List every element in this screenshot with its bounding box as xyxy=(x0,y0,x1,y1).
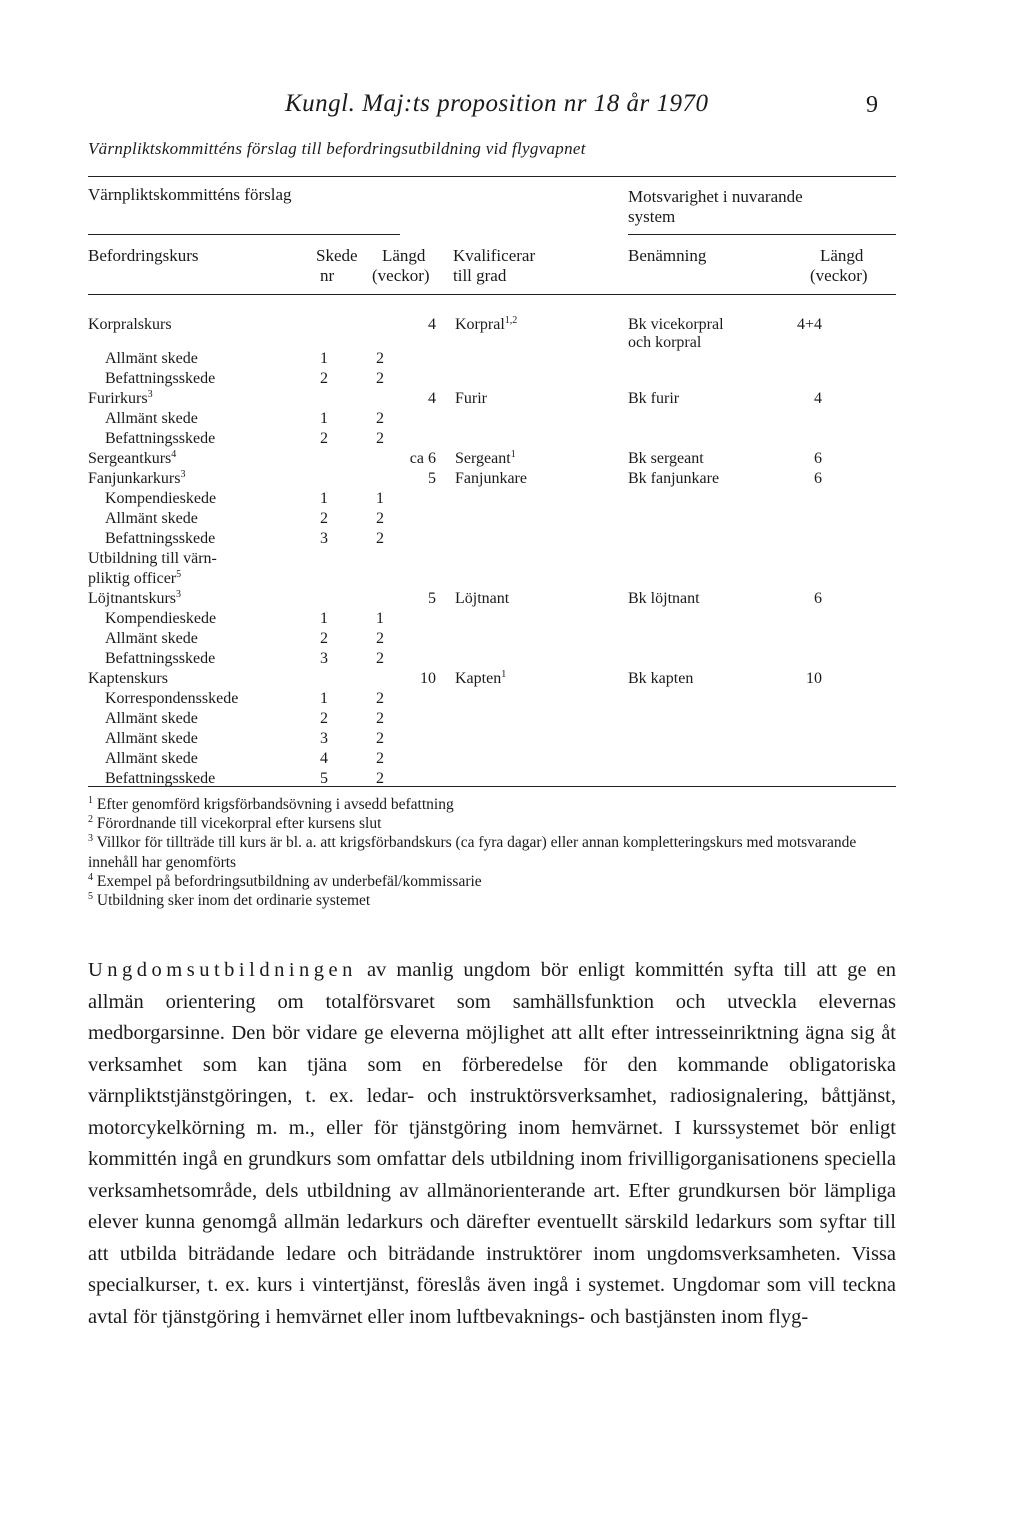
footnote-text: Efter genomförd krigsförbandsövning i avsedd befattning xyxy=(96,796,454,813)
table-row xyxy=(0,509,1024,529)
footnote-number: 2 xyxy=(88,814,93,826)
course-name: Fanjunkarkurs xyxy=(88,470,181,487)
col-header-langd2: Längd xyxy=(820,246,864,265)
cell-befordringskurs xyxy=(88,549,217,569)
cell-kval-langd: 5 xyxy=(428,470,436,487)
page-number: 9 xyxy=(866,92,878,118)
cell-kval-langd: 10 xyxy=(420,670,436,687)
course-name: Sergeantkurs xyxy=(88,450,172,467)
cell-befordringskurs xyxy=(88,449,176,469)
footnotes xyxy=(88,795,896,910)
course-name: Allmänt skede xyxy=(105,410,198,427)
footnote-text: Utbildning sker inom det ordinarie systemet xyxy=(96,892,371,910)
table-row xyxy=(0,669,1024,689)
cell-kvalificerar xyxy=(455,469,527,489)
col-header-skede: Skede xyxy=(316,246,358,265)
col-header-langd-unit: (veckor) xyxy=(372,266,430,285)
footnote xyxy=(88,833,896,871)
cell-benamning: Bk sergeant xyxy=(628,450,704,467)
course-name: Allmänt skede xyxy=(105,710,198,727)
table-row xyxy=(0,609,1024,629)
footnote-ref: 1,2 xyxy=(504,315,518,326)
course-name: Kompendieskede xyxy=(105,610,217,627)
cell-langd: 1 xyxy=(376,610,384,627)
table-row xyxy=(0,489,1024,509)
cell-langd: 2 xyxy=(376,410,384,427)
col-header-kvalificerar: Kvalificerar xyxy=(453,246,536,265)
cell-langd: 2 xyxy=(376,770,384,787)
cell-langd: 2 xyxy=(376,530,384,547)
table-row xyxy=(0,569,1024,589)
course-name: Befattningsskede xyxy=(105,530,216,547)
grade-name: Furir xyxy=(455,390,487,407)
table-row xyxy=(0,689,1024,709)
table-row xyxy=(0,369,1024,389)
cell-befordringskurs xyxy=(88,569,181,589)
cell-kval-langd: ca 6 xyxy=(409,450,436,467)
course-name: Allmänt skede xyxy=(105,510,198,527)
cell-skede-nr: 1 xyxy=(320,490,328,507)
cell-langd: 2 xyxy=(376,650,384,667)
header-bottom-rule xyxy=(88,294,896,295)
cell-befordringskurs xyxy=(105,609,216,629)
course-name: Befattningsskede xyxy=(105,430,216,447)
cell-langd-nuvarande: 6 xyxy=(814,470,822,487)
col-header-langd: Längd xyxy=(382,246,426,265)
cell-langd-nuvarande: 6 xyxy=(814,590,822,607)
cell-skede-nr: 3 xyxy=(320,530,328,547)
cell-kval-langd: 5 xyxy=(428,590,436,607)
cell-befordringskurs xyxy=(105,629,198,649)
cell-befordringskurs xyxy=(88,469,185,489)
table-bottom-rule xyxy=(88,786,896,787)
cell-befordringskurs xyxy=(105,489,216,509)
footnote xyxy=(88,795,896,814)
footnote xyxy=(88,872,896,891)
footnote-text: Exempel på befordringsutbildning av underbefäl/kommissarie xyxy=(96,872,482,890)
footnote-text: Villkor för tillträde till kurs är bl. a. att krigsförbandskurs (ca fyra dagar) eller annan kompletteringskurs med motsvarande innehåll har genomförts xyxy=(88,834,857,871)
cell-langd: 2 xyxy=(376,370,384,387)
cell-langd: 2 xyxy=(376,430,384,447)
cell-kvalificerar xyxy=(455,315,517,335)
body-text: av manlig ungdom bör enligt kommittén syfta till att ge en allmän orientering om totalförsvaret som samhällsfunktion och utveckla elevernas medborgarsinne. Den bör vidare ge eleverna möjlighet att allt efter intresseinriktning ägna sig åt verksamhet som kan tjäna som en förberedelse för den kommande obligatoriska värnpliktstjänstgöringen, t. ex. ledar- och instruktörsverksamhet, radiosignalering, båttjänst, motorcykelkörning m. m., eller för tjänstgöring inom hemvärnet. I kurssystemet bör enligt kommittén ingå en grundkurs som omfattar dels utbildning inom frivilligorganisationens speciella verksamhetsområde, dels utbildning av allmänorienterande art. Efter grundkursen bör lämpliga elever kunna genomgå allmän ledarkurs och därefter eventuellt särskild ledarkurs som syftar till att utbilda biträdande ledare och biträdande instruktörer inom ungdomsverksamheten. Vissa specialkurser, t. ex. kurs i vintertjänst, föreslås även ingå i systemet. Ungdomar som vill teckna avtal för tjänstgöring i hemvärnet eller inom luftbevaknings- och bastjänsten inom flyg- xyxy=(88,959,896,1328)
cell-befordringskurs xyxy=(105,649,215,669)
cell-kvalificerar xyxy=(455,669,506,689)
footnote-ref: 5 xyxy=(176,569,182,580)
header-group-left-rule xyxy=(88,234,400,235)
body-lead-term: Ungdomsutbildningen xyxy=(88,959,357,981)
table-row xyxy=(0,469,1024,489)
course-name: Allmänt skede xyxy=(105,750,198,767)
footnote-ref: 4 xyxy=(171,449,177,460)
cell-skede-nr: 5 xyxy=(320,770,328,787)
running-head: Kungl. Maj:ts proposition nr 18 år 1970 xyxy=(285,90,709,117)
cell-befordringskurs xyxy=(105,729,198,749)
table-row xyxy=(0,749,1024,769)
grade-name: Kapten xyxy=(455,670,502,687)
cell-befordringskurs xyxy=(88,589,181,609)
cell-skede-nr: 1 xyxy=(320,410,328,427)
cell-skede-nr: 3 xyxy=(320,650,328,667)
cell-befordringskurs xyxy=(105,689,238,709)
table-row xyxy=(0,349,1024,369)
footnote-number: 3 xyxy=(88,833,93,845)
cell-kvalificerar xyxy=(455,389,487,409)
course-name: Befattningsskede xyxy=(105,650,216,667)
footnote-number: 4 xyxy=(88,871,93,883)
footnote-number: 1 xyxy=(88,795,93,806)
course-name: Utbildning till värn- xyxy=(88,550,217,567)
footnote-ref: 1 xyxy=(501,669,507,680)
col-header-langd2-unit: (veckor) xyxy=(810,266,868,285)
cell-befordringskurs xyxy=(105,409,198,429)
table-row xyxy=(0,315,1024,351)
cell-befordringskurs xyxy=(105,529,215,549)
footnote-ref: 3 xyxy=(180,469,186,480)
course-name: Löjtnantskurs xyxy=(88,590,176,607)
grade-name: Fanjunkare xyxy=(455,470,527,487)
course-name: Befattningsskede xyxy=(105,370,216,387)
cell-befordringskurs xyxy=(88,389,153,409)
table-row xyxy=(0,589,1024,609)
body-paragraph xyxy=(88,955,896,1333)
cell-skede-nr: 3 xyxy=(320,730,328,747)
cell-skede-nr: 2 xyxy=(320,710,328,727)
cell-langd: 2 xyxy=(376,750,384,767)
cell-langd-nuvarande: 10 xyxy=(806,670,822,687)
cell-befordringskurs xyxy=(105,709,198,729)
cell-skede-nr: 4 xyxy=(320,750,328,767)
course-name: Furirkurs xyxy=(88,390,148,407)
header-group-right-rule xyxy=(628,234,896,235)
course-name: pliktig officer xyxy=(88,570,177,587)
table-row xyxy=(0,429,1024,449)
cell-benamning: Bk fanjunkare xyxy=(628,470,720,487)
cell-skede-nr: 1 xyxy=(320,610,328,627)
col-header-skede-nr: nr xyxy=(320,266,335,285)
cell-benamning: Bk kapten xyxy=(628,670,694,687)
footnote-ref: 3 xyxy=(176,589,181,600)
footnote xyxy=(88,814,896,833)
table-row xyxy=(0,389,1024,409)
cell-befordringskurs xyxy=(105,509,198,529)
cell-befordringskurs xyxy=(88,669,168,689)
table-row xyxy=(0,629,1024,649)
cell-langd: 2 xyxy=(376,510,384,527)
cell-befordringskurs xyxy=(105,369,215,389)
cell-langd: 2 xyxy=(376,710,384,727)
table-row xyxy=(0,409,1024,429)
cell-befordringskurs xyxy=(105,349,198,369)
cell-langd: 2 xyxy=(376,630,384,647)
cell-benamning: Bk vicekorpral xyxy=(628,316,724,333)
col-header-till-grad: till grad xyxy=(453,266,507,285)
course-name: Kompendieskede xyxy=(105,490,217,507)
cell-benamning: Bk löjtnant xyxy=(628,590,700,607)
cell-langd-nuvarande: 4+4 xyxy=(796,316,822,333)
table-row xyxy=(0,449,1024,469)
col-header-befordringskurs: Befordringskurs xyxy=(88,246,199,265)
table-caption: Värnpliktskommitténs förslag till befordringsutbildning vid flygvapnet xyxy=(88,139,586,158)
cell-langd-nuvarande: 6 xyxy=(814,450,822,467)
course-name: Kaptenskurs xyxy=(88,670,168,687)
cell-skede-nr: 1 xyxy=(320,350,328,367)
cell-befordringskurs xyxy=(105,429,215,449)
table-row xyxy=(0,709,1024,729)
cell-skede-nr: 2 xyxy=(320,370,328,387)
footnote-number: 5 xyxy=(88,891,93,903)
cell-langd: 2 xyxy=(376,730,384,747)
cell-kval-langd: 4 xyxy=(428,390,436,407)
course-name: Allmänt skede xyxy=(105,730,198,747)
grade-name: Sergeant xyxy=(455,450,511,467)
cell-benamning-cont: och korpral xyxy=(628,334,702,351)
cell-skede-nr: 1 xyxy=(320,690,328,707)
table-row xyxy=(0,549,1024,569)
table-row xyxy=(0,529,1024,549)
course-name: Korrespondensskede xyxy=(105,690,239,707)
cell-kval-langd: 4 xyxy=(428,316,436,333)
course-name: Allmänt skede xyxy=(105,350,198,367)
footnote-text: Förordnande till vicekorpral efter kursens slut xyxy=(96,815,382,833)
footnote-ref: 3 xyxy=(147,389,153,400)
cell-kvalificerar xyxy=(455,589,509,609)
course-name: Allmänt skede xyxy=(105,630,198,647)
cell-langd: 2 xyxy=(376,350,384,367)
grade-name: Korpral xyxy=(455,316,505,333)
cell-langd: 1 xyxy=(376,490,384,507)
course-name: Befattningsskede xyxy=(105,770,216,787)
cell-benamning: Bk furir xyxy=(628,390,680,407)
footnote-ref: 1 xyxy=(510,449,516,460)
grade-name: Löjtnant xyxy=(455,590,510,607)
table-top-rule xyxy=(88,176,896,177)
header-group-right-line2: system xyxy=(628,207,676,226)
header-group-left: Värnpliktskommitténs förslag xyxy=(88,185,292,204)
header-group-right-line1: Motsvarighet i nuvarande xyxy=(628,187,803,206)
cell-befordringskurs xyxy=(105,749,198,769)
cell-langd-nuvarande: 4 xyxy=(814,390,822,407)
table-row xyxy=(0,729,1024,749)
cell-skede-nr: 2 xyxy=(320,630,328,647)
footnote xyxy=(88,891,896,910)
cell-skede-nr: 2 xyxy=(320,510,328,527)
cell-befordringskurs xyxy=(88,315,172,335)
cell-kvalificerar xyxy=(455,449,516,469)
col-header-benamning: Benämning xyxy=(628,246,707,265)
cell-skede-nr: 2 xyxy=(320,430,328,447)
course-name: Korpralskurs xyxy=(88,316,172,333)
table-row xyxy=(0,649,1024,669)
cell-langd: 2 xyxy=(376,690,384,707)
